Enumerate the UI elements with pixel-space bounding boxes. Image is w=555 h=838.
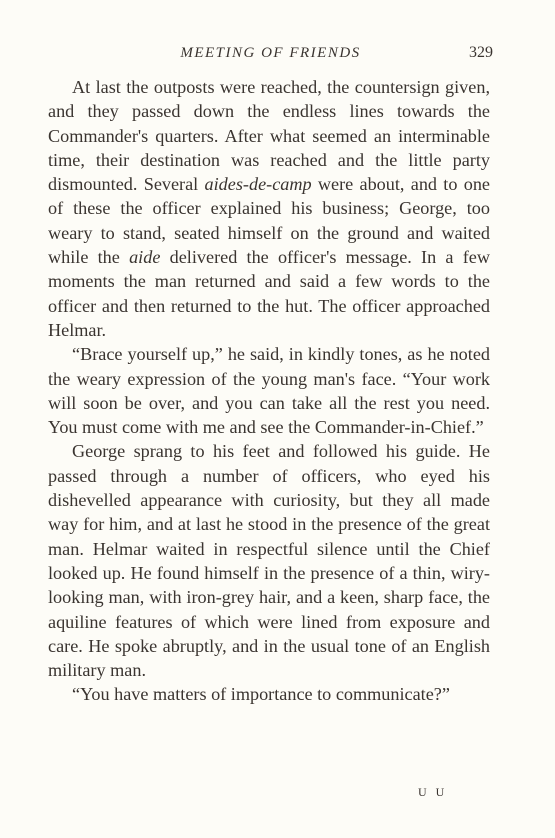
paragraph-text: were about, and to one of these the officer explained his business; George, too weary to stand, seated himself on the ground and waited while the — [48, 174, 490, 268]
paragraph-text: At last the outposts were reached, the countersign given, and they passed down the endless lines towards the Commander's quarters. After what seemed an interminable time, their destination was reached and the little party dismounted. Several — [48, 77, 490, 195]
paragraph-text: “You have matters of importance to communicate?” — [72, 684, 450, 705]
italic-term: aide — [129, 247, 161, 268]
paragraph-text: George sprang to his feet and followed his guide. He passed through a number of officers, who eyed his dishevelled appearance with curiosity, but they all made way for him, and at last he stood in the presence of the great man. Helmar waited in respectful silence until the Chief looked up. He found himself in the presence of a thin, wiry-looking man, with iron-grey hair, and a keen, sharp face, the aquiline features of which were lined from exposure and care. He spoke abruptly, and in the usual tone of an English military man. — [48, 441, 490, 681]
body-text — [48, 75, 490, 707]
paragraph-text: delivered the officer's message. In a few moments the man returned and said a few words to the officer and then returned to the hut. The officer approached Helmar. — [48, 247, 490, 340]
paragraph — [48, 439, 490, 682]
running-title: MEETING OF FRIENDS — [180, 45, 361, 61]
paragraph — [48, 682, 490, 706]
paragraph-text: “Brace yourself up,” he said, in kindly tones, as he noted the weary expression of the young man's face. “Your work will soon be over, and you can take all the rest you need. You must come with me and see the Commander-in-Chief.” — [48, 344, 490, 438]
page-number: 329 — [469, 44, 493, 61]
paragraph — [48, 75, 490, 342]
italic-term: aides-de-camp — [204, 174, 312, 195]
paragraph — [48, 342, 490, 439]
signature-mark: U U — [418, 785, 448, 799]
page-header — [48, 41, 493, 65]
